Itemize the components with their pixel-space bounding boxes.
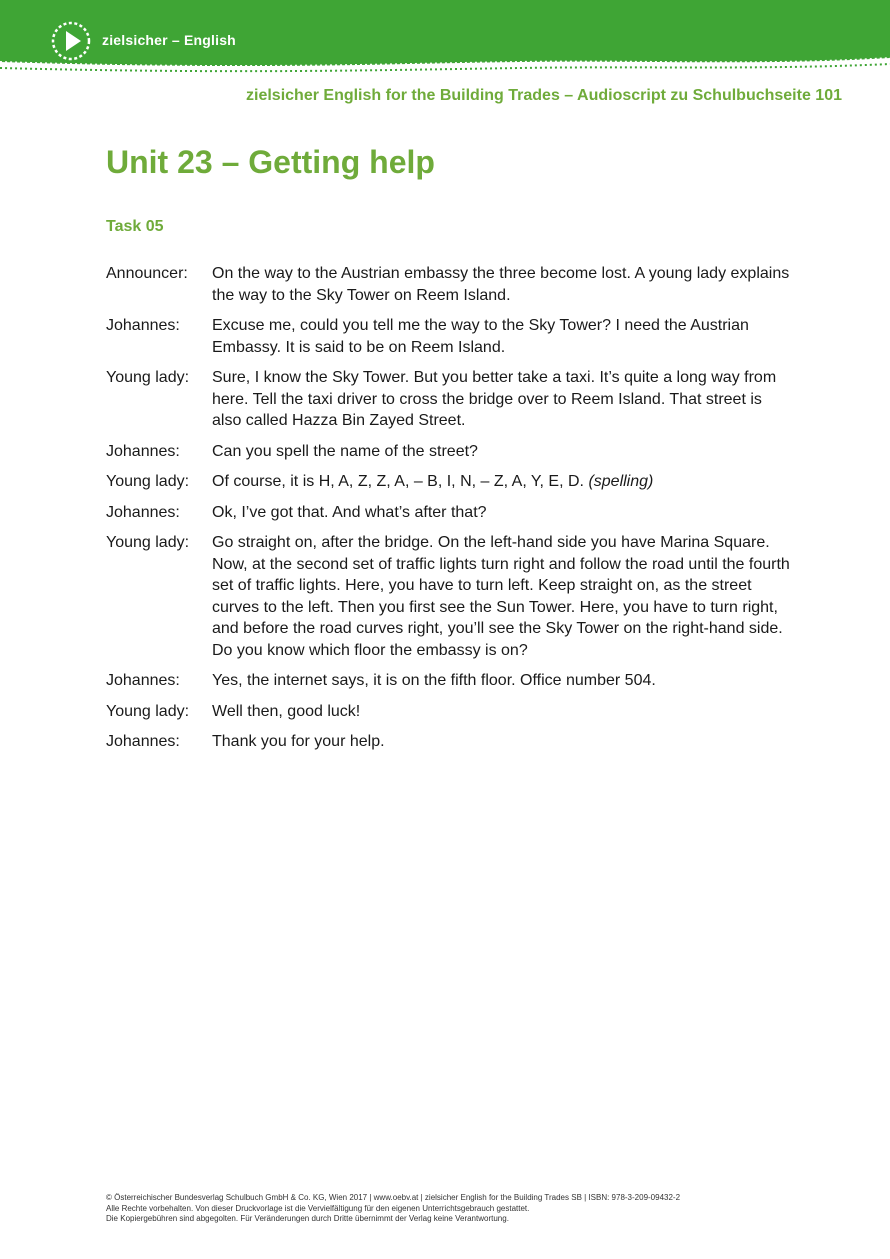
speaker: Johannes: [106, 733, 180, 750]
dialogue-text: Yes, the internet says, it is on the fifth floor. Office number 504. [212, 672, 656, 689]
dialogue-row [106, 315, 796, 358]
footer-fees: Die Kopiergebühren sind abgegolten. Für Veränderungen durch Dritte übernimmt der Verlag keine Verantwortung. [106, 1214, 509, 1223]
speaker: Johannes: [106, 442, 180, 460]
dialogue-row [106, 532, 796, 661]
dialogue-row [106, 731, 796, 753]
speaker: Johannes: [106, 317, 180, 334]
footer-copyright: © Österreichischer Bundesverlag Schulbuch GmbH & Co. KG, Wien 2017 | www.oebv.at | zielsicher English for the Building Trades SB | ISBN: 978-3-209-09432-2 [106, 1193, 681, 1202]
speaker: Johannes: [106, 503, 180, 521]
dialogue-text: Thank you for your help. [212, 733, 385, 750]
page-subtitle: zielsicher English for the Building Trades – Audioscript zu Schulbuchseite 101 [246, 87, 842, 104]
stage-note: (spelling) [588, 473, 654, 490]
speaker: Announcer: [106, 265, 188, 282]
dialogue-row [106, 441, 796, 463]
dialogue-text: Go straight on, after the bridge. On the left-hand side you have Marina Square. Now, at the second set of traffic lights turn right and follow the road until the fourth set of traffic lights. Here, you have to turn left. Keep straight on, as the street curves to the left. Then you first see the Sun Tower. Here, you have to turn right, and before the road curves right, you’ll see the Sky Tower on the right-hand side. Do you know which floor the embassy is on? [212, 534, 790, 659]
play-logo-icon [50, 20, 92, 62]
speaker: Young lady: [106, 473, 190, 490]
page-title: Unit 23 – Getting help [106, 144, 435, 180]
dialogue-row [106, 502, 796, 524]
dialogue-row [106, 367, 796, 432]
dialogue-row [106, 471, 796, 493]
footer-rights: Alle Rechte vorbehalten. Von dieser Druckvorlage ist die Vervielfältigung für den eigenen Unterrichtsgebrauch gestattet. [106, 1203, 530, 1213]
dialogue-text: Ok, I’ve got that. And what’s after that? [212, 503, 487, 521]
dialogue [106, 263, 796, 762]
speaker: Young lady: [106, 702, 190, 720]
dialogue-text [212, 471, 792, 493]
header-banner [0, 0, 890, 80]
dialogue-text: Sure, I know the Sky Tower. But you better take a taxi. It’s quite a long way from here. Tell the taxi driver to cross the bridge over to Reem Island. That street is also called Hazza Bin Zayed Street. [212, 369, 777, 429]
dialogue-text: On the way to the Austrian embassy the three become lost. A young lady explains the way to the Sky Tower on Reem Island. [212, 265, 790, 304]
dialogue-row [106, 670, 796, 692]
dialogue-row [106, 701, 796, 723]
speaker: Johannes: [106, 672, 180, 689]
dialogue-text: Can you spell the name of the street? [212, 442, 478, 460]
footer [106, 1193, 680, 1225]
dialogue-text: Well then, good luck! [212, 702, 361, 720]
dialogue-row [106, 263, 796, 306]
speaker: Young lady: [106, 534, 190, 551]
task-label: Task 05 [106, 218, 164, 235]
brand-name: zielsicher – English [102, 32, 236, 48]
dialogue-text-main: Of course, it is H, A, Z, Z, A, – B, I, N, – Z, A, Y, E, D. [212, 473, 584, 490]
dialogue-text: Excuse me, could you tell me the way to the Sky Tower? I need the Austrian Embassy. It is said to be on Reem Island. [212, 317, 749, 356]
speaker: Young lady: [106, 369, 190, 386]
